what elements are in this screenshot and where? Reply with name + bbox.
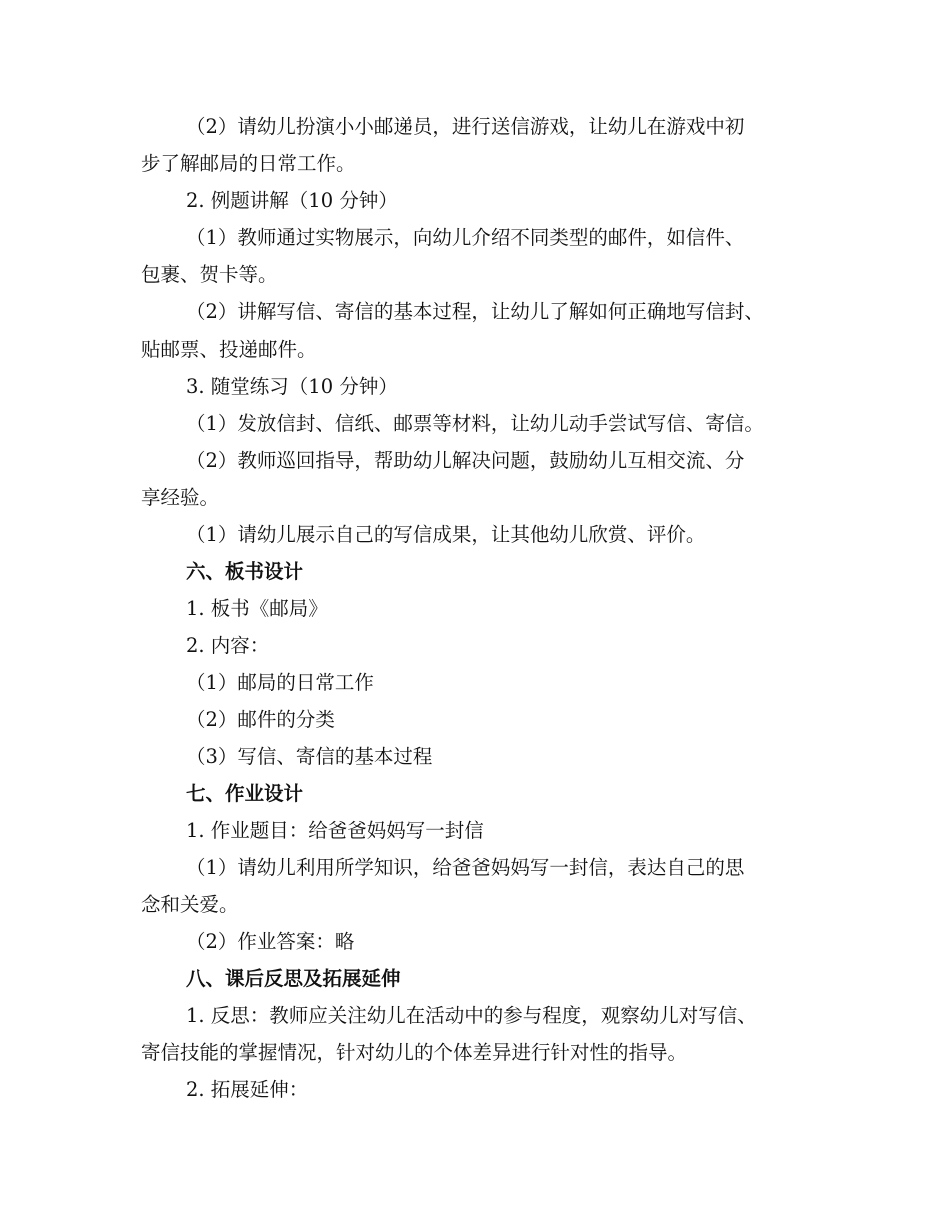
text-line: 享经验。 — [141, 486, 220, 509]
text-line: 2. 拓展延伸： — [186, 1078, 309, 1101]
text-line: （1）邮局的日常工作 — [186, 671, 374, 694]
text-line: （2）教师巡回指导，帮助幼儿解决问题，鼓励幼儿互相交流、分 — [186, 449, 745, 472]
text-line: 寄信技能的掌握情况，针对幼儿的个体差异进行针对性的指导。 — [141, 1041, 688, 1064]
text-line: （2）邮件的分类 — [186, 708, 335, 731]
text-line: 包裹、贺卡等。 — [141, 263, 278, 286]
text-line: 念和关爱。 — [141, 893, 239, 916]
text-line: 步了解邮局的日常工作。 — [141, 152, 356, 175]
text-line: 1. 板书《邮局》 — [186, 597, 328, 620]
text-line: 1. 反思：教师应关注幼儿在活动中的参与程度，观察幼儿对写信、 — [186, 1004, 757, 1027]
text-line: （2）作业答案：略 — [186, 930, 355, 953]
section-heading: 六、板书设计 — [186, 560, 304, 583]
section-heading: 八、课后反思及拓展延伸 — [186, 967, 401, 990]
text-line: （1）请幼儿展示自己的写信成果，让其他幼儿欣赏、评价。 — [186, 523, 706, 546]
text-line: （2）请幼儿扮演小小邮递员，进行送信游戏，让幼儿在游戏中初 — [186, 115, 745, 138]
section-heading: 七、作业设计 — [186, 782, 304, 805]
text-line: 贴邮票、投递邮件。 — [141, 338, 317, 361]
text-line: 2. 例题讲解（10 分钟） — [186, 189, 398, 212]
text-line: （1）发放信封、信纸、邮票等材料，让幼儿动手尝试写信、寄信。 — [186, 412, 764, 435]
text-line: （1）教师通过实物展示，向幼儿介绍不同类型的邮件，如信件、 — [186, 226, 745, 249]
text-line: 2. 内容： — [186, 634, 270, 657]
text-line: 1. 作业题目：给爸爸妈妈写一封信 — [186, 819, 484, 842]
text-line: 3. 随堂练习（10 分钟） — [186, 375, 398, 398]
text-line: （2）讲解写信、寄信的基本过程，让幼儿了解如何正确地写信封、 — [186, 300, 764, 323]
text-line: （3）写信、寄信的基本过程 — [186, 745, 433, 768]
text-line: （1）请幼儿利用所学知识，给爸爸妈妈写一封信，表达自己的思 — [186, 856, 745, 879]
